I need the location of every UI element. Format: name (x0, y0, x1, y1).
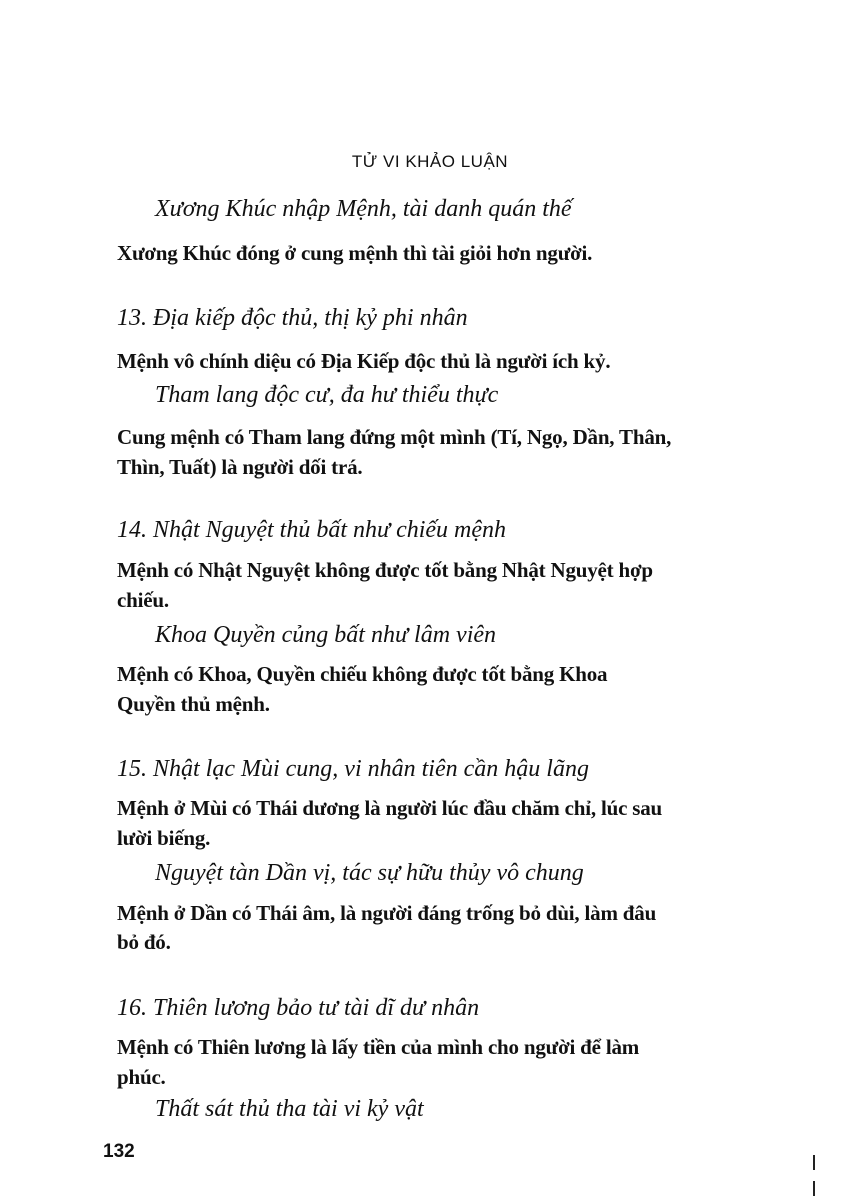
body-line: Mệnh ở Mùi có Thái dương là người lúc đầu chăm chỉ, lúc sau (117, 796, 662, 820)
body-line: Mệnh vô chính diệu có Địa Kiếp độc thủ là người ích kỷ. (117, 349, 611, 373)
body-line: Mệnh có Nhật Nguyệt không được tốt bằng Nhật Nguyệt hợp (117, 558, 653, 582)
section-heading-15: 15. Nhật lạc Mùi cung, vi nhân tiên cần hậu lãng (117, 756, 589, 782)
body-line: Quyền thủ mệnh. (117, 692, 270, 716)
body-line: bỏ đó. (117, 930, 171, 954)
body-line: chiếu. (117, 588, 169, 612)
scan-edge-mark (813, 1181, 815, 1196)
body-line: phúc. (117, 1065, 166, 1089)
section-heading-14: 14. Nhật Nguyệt thủ bất như chiếu mệnh (117, 517, 507, 543)
body-line: Cung mệnh có Tham lang đứng một mình (Tí, Ngọ, Dần, Thân, (117, 425, 672, 449)
body-line: Xương Khúc đóng ở cung mệnh thì tài giỏi hơn người. (117, 241, 593, 265)
body-line: lười biếng. (117, 826, 211, 850)
verse-heading: Nguyệt tàn Dần vị, tác sự hữu thủy vô chung (155, 860, 584, 886)
body-line: Thìn, Tuất) là người dối trá. (117, 455, 363, 479)
page-number: 132 (103, 1141, 135, 1162)
body-line: Mệnh ở Dần có Thái âm, là người đáng trống bỏ dùi, làm đâu (117, 901, 657, 925)
body-line: Mệnh có Thiên lương là lấy tiền của mình cho người để làm (117, 1035, 640, 1059)
verse-heading: Xương Khúc nhập Mệnh, tài danh quán thế (155, 196, 572, 222)
running-head: TỬ VI KHẢO LUẬN (351, 152, 509, 171)
verse-heading: Thất sát thủ tha tài vi kỷ vật (155, 1096, 424, 1122)
body-line: Mệnh có Khoa, Quyền chiếu không được tốt bằng Khoa (117, 662, 608, 686)
section-heading-16: 16. Thiên lương bảo tư tài dĩ dư nhân (117, 995, 480, 1021)
scan-edge-mark (813, 1155, 815, 1170)
verse-heading: Khoa Quyền củng bất như lâm viên (155, 622, 497, 648)
section-heading-13: 13. Địa kiếp độc thủ, thị kỷ phi nhân (117, 305, 468, 331)
verse-heading: Tham lang độc cư, đa hư thiểu thực (155, 382, 499, 408)
